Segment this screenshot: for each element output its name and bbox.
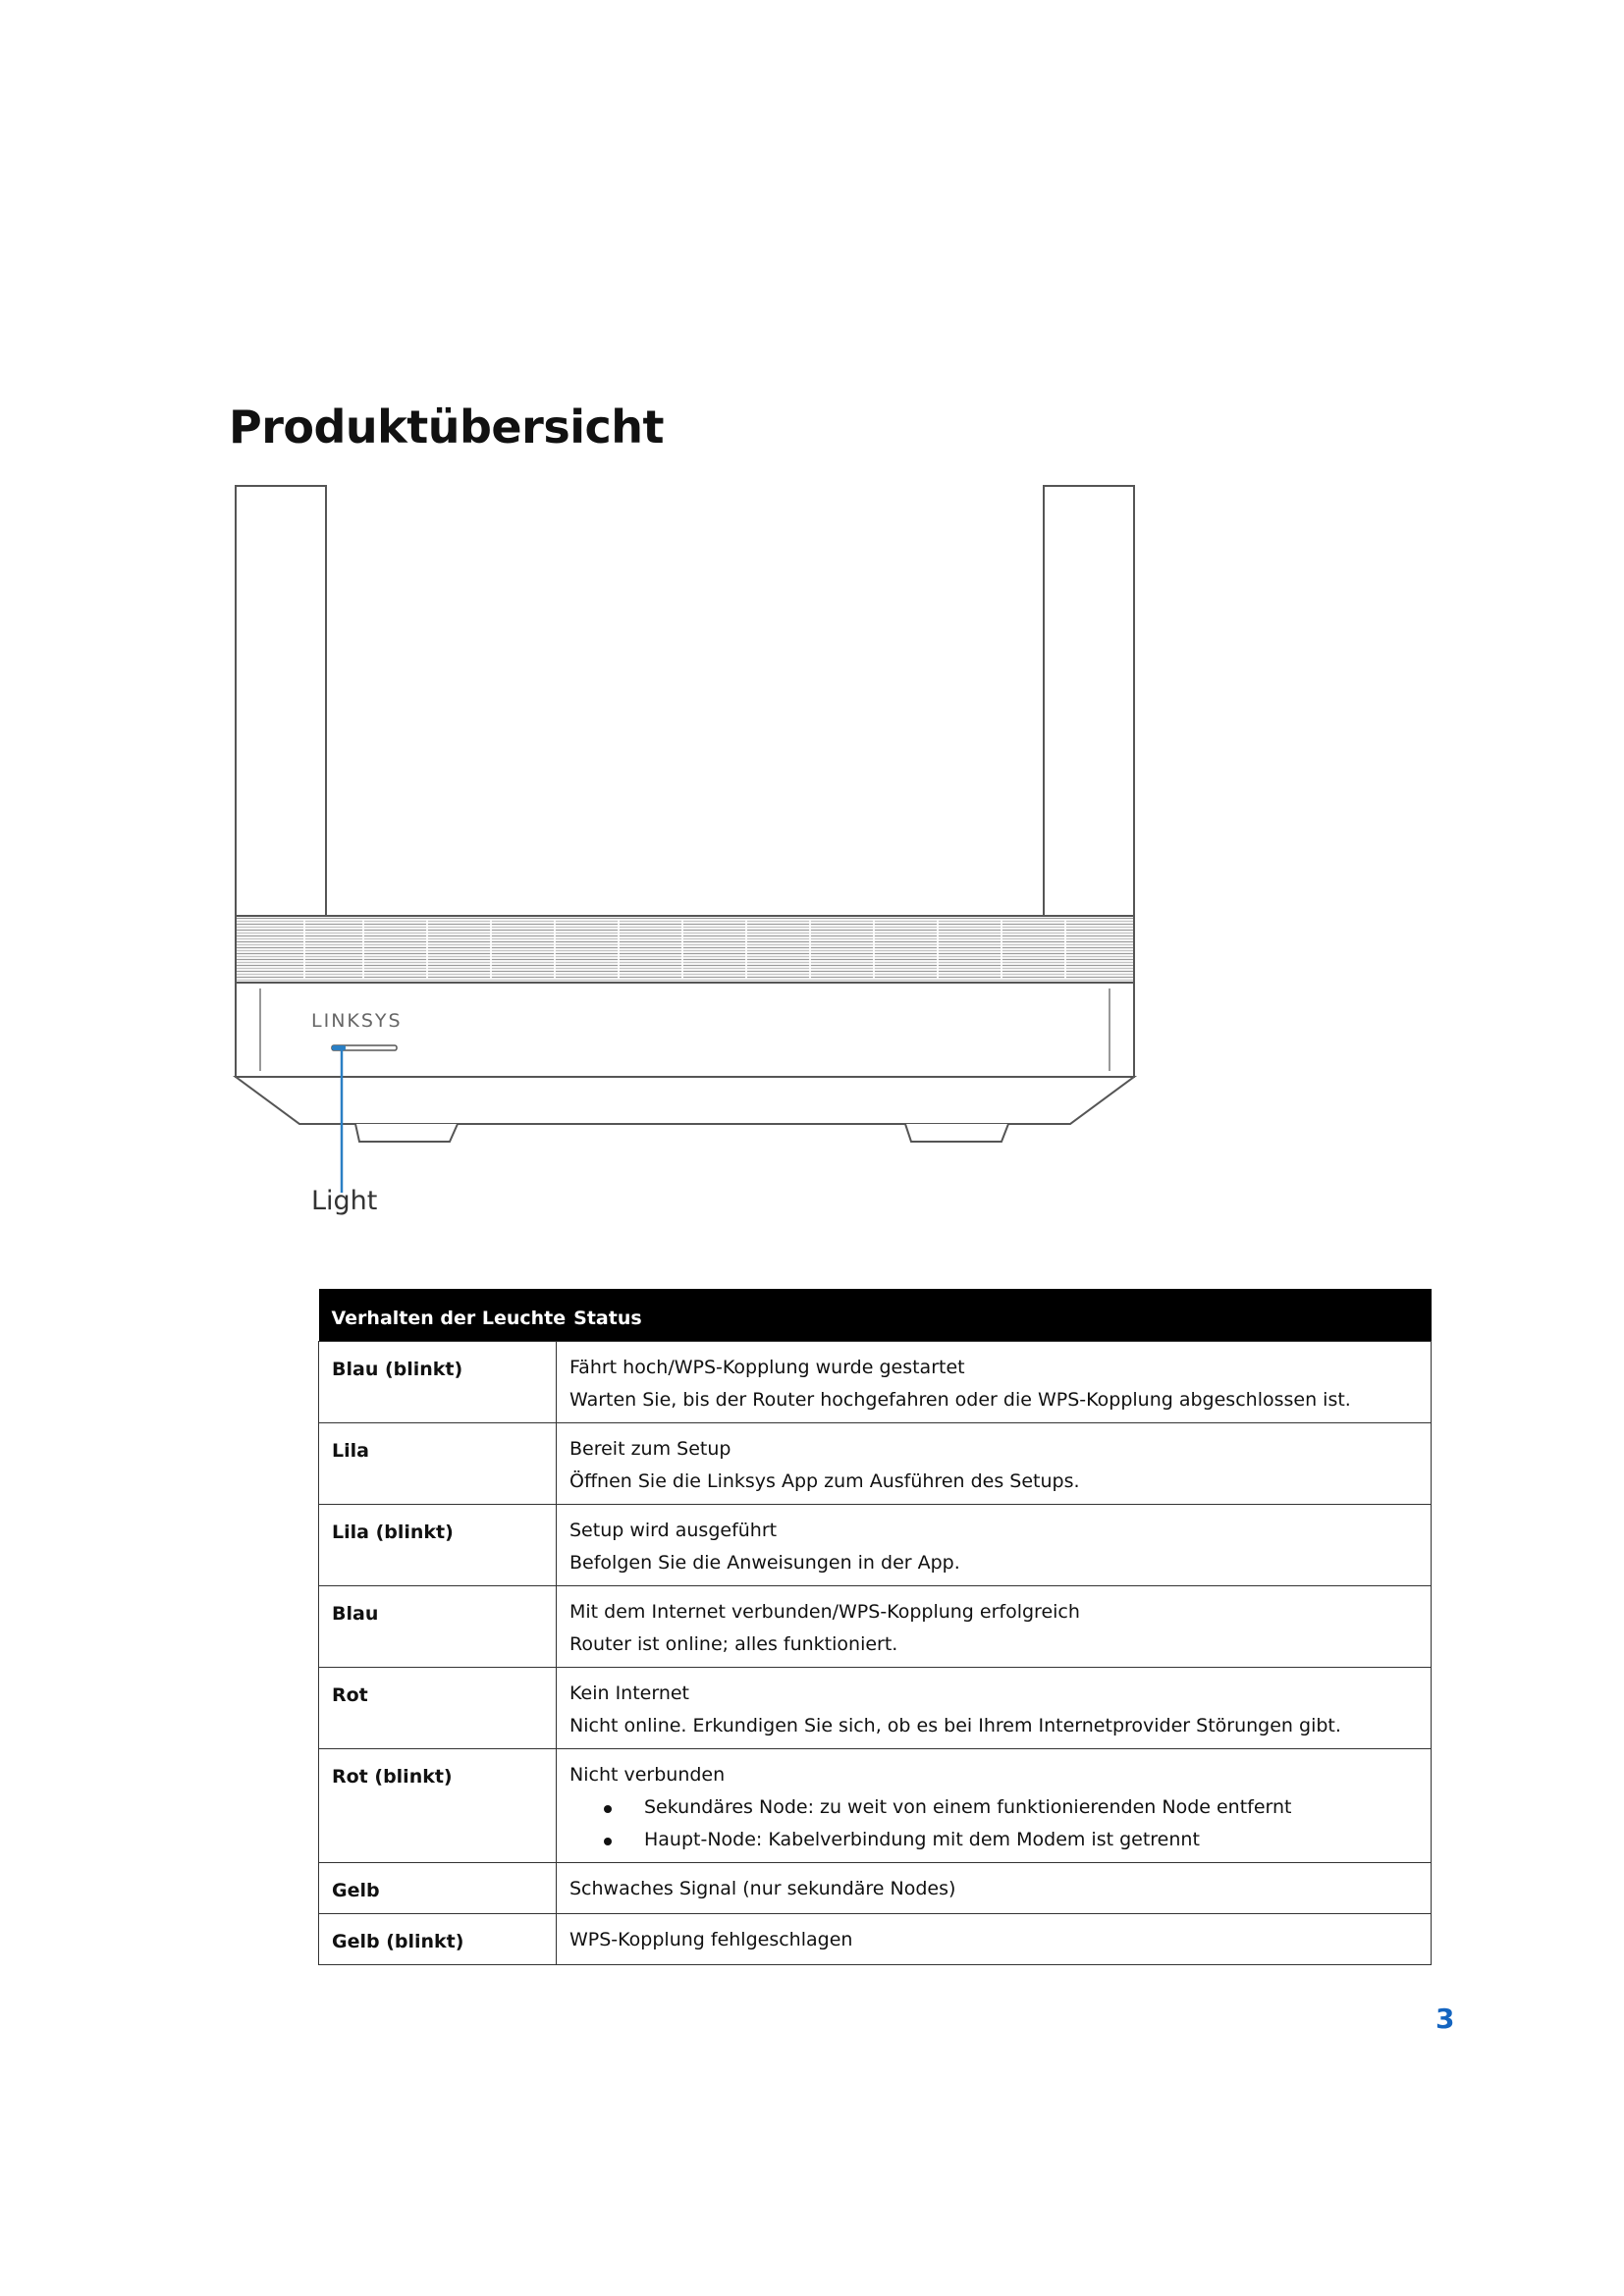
- table-row: [319, 1423, 1432, 1505]
- status-line: Kein Internet: [569, 1682, 690, 1704]
- status-line: WPS-Kopplung fehlgeschlagen: [569, 1929, 853, 1950]
- right-antenna: [1044, 486, 1134, 918]
- left-antenna: [236, 486, 326, 918]
- status-line: Öffnen Sie die Linksys App zum Ausführen des Setups.: [569, 1470, 1080, 1492]
- led-status-table: [318, 1289, 1432, 1965]
- table-row: [319, 1586, 1432, 1668]
- status-line: Schwaches Signal (nur sekundäre Nodes): [569, 1878, 956, 1899]
- behavior-cell: Blau (blinkt): [319, 1342, 557, 1423]
- brand-logo: LINKSYS: [311, 1010, 403, 1032]
- status-line: Nicht online. Erkundigen Sie sich, ob es bei Ihrem Internetprovider Störungen gibt.: [569, 1715, 1341, 1736]
- behavior-cell: Rot: [319, 1668, 557, 1749]
- table-row: [319, 1668, 1432, 1749]
- behavior-cell: Lila (blinkt): [319, 1505, 557, 1586]
- status-bullet-list: [569, 1791, 1418, 1856]
- header-behavior: Verhalten der Leuchte: [331, 1307, 567, 1329]
- page-number: 3: [1435, 2002, 1455, 2035]
- status-line: Fährt hoch/WPS-Kopplung wurde gestartet: [569, 1357, 965, 1378]
- status-line: Warten Sie, bis der Router hochgefahren oder die WPS-Kopplung abgeschlossen ist.: [569, 1389, 1351, 1411]
- status-line: Router ist online; alles funktioniert.: [569, 1633, 898, 1655]
- vent-band: [236, 916, 1134, 983]
- table-row: [319, 1749, 1432, 1863]
- status-line: Bereit zum Setup: [569, 1438, 731, 1460]
- right-foot: [905, 1124, 1008, 1142]
- status-line: Setup wird ausgeführt: [569, 1520, 778, 1541]
- status-line: Befolgen Sie die Anweisungen in der App.: [569, 1552, 960, 1574]
- left-foot: [355, 1124, 458, 1142]
- page-title: Produktübersicht: [229, 400, 664, 454]
- table-row: [319, 1505, 1432, 1586]
- router-base: [236, 1077, 1134, 1124]
- behavior-cell: Rot (blinkt): [319, 1749, 557, 1863]
- status-bullet: Sekundäres Node: zu weit von einem funktionierenden Node entfernt: [644, 1791, 1418, 1824]
- status-line: Nicht verbunden: [569, 1764, 726, 1786]
- status-cell: [557, 1914, 1432, 1965]
- status-cell: [557, 1342, 1432, 1423]
- status-cell: [557, 1505, 1432, 1586]
- header-status: Status: [573, 1307, 642, 1329]
- table-row: [319, 1914, 1432, 1965]
- status-cell: [557, 1749, 1432, 1863]
- behavior-cell: Lila: [319, 1423, 557, 1505]
- status-cell: [557, 1586, 1432, 1668]
- table-header-row: [319, 1289, 1432, 1342]
- light-callout-label: Light: [311, 1186, 378, 1216]
- status-cell: [557, 1863, 1432, 1914]
- behavior-cell: Gelb (blinkt): [319, 1914, 557, 1965]
- table-row: [319, 1863, 1432, 1914]
- behavior-cell: Blau: [319, 1586, 557, 1668]
- status-line: Mit dem Internet verbunden/WPS-Kopplung erfolgreich: [569, 1601, 1080, 1623]
- status-cell: [557, 1423, 1432, 1505]
- status-bullet: Haupt-Node: Kabelverbindung mit dem Modem ist getrennt: [644, 1824, 1418, 1856]
- router-illustration: [226, 476, 1149, 1222]
- table-row: [319, 1342, 1432, 1423]
- behavior-cell: Gelb: [319, 1863, 557, 1914]
- status-cell: [557, 1668, 1432, 1749]
